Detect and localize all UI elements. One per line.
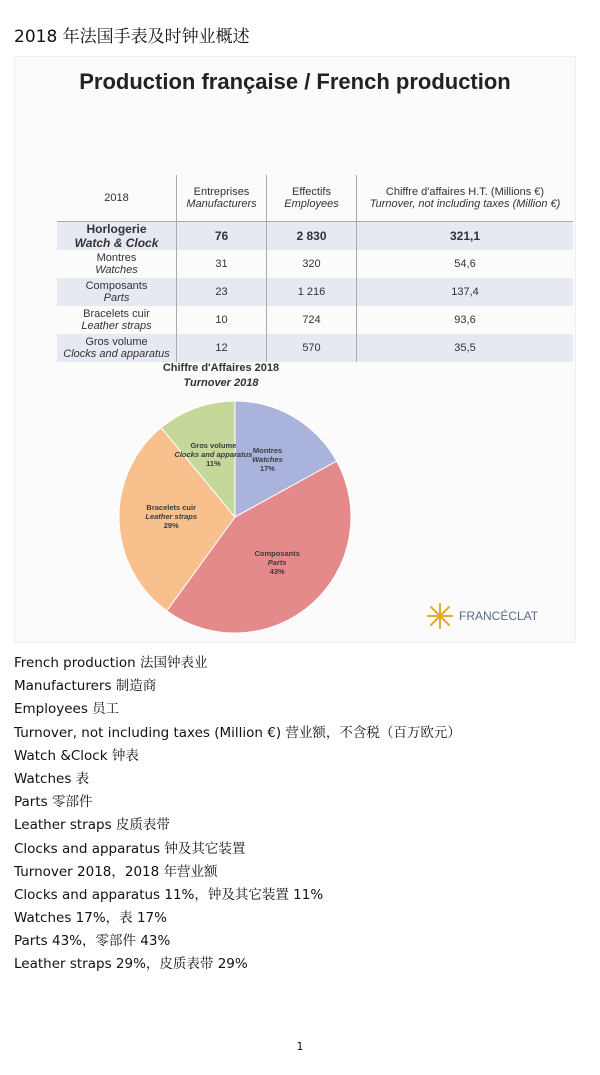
brand-name: FRANCÉCLAT	[459, 609, 539, 623]
header-year: 2018	[104, 191, 129, 204]
translation-line: Employees 员工	[14, 701, 120, 718]
translation-line: Clocks and apparatus 11%，钟及其它装置 11%	[14, 886, 324, 903]
translation-line: Parts 43%，零部件 43%	[14, 933, 171, 950]
slice-label: 29%	[163, 521, 179, 531]
slice-label: Montres	[252, 446, 283, 456]
translation-line: Turnover 2018，2018 年营业额	[14, 863, 218, 880]
translation-line: Parts 零部件	[14, 794, 93, 811]
header-manufacturers: Entreprises Manufacturers	[177, 175, 267, 221]
translation-line: Manufacturers 制造商	[14, 678, 157, 695]
slice-label: 11%	[206, 458, 221, 468]
table-row: Composants Parts 23 1 216 137,4	[57, 278, 573, 306]
production-table	[57, 175, 573, 362]
scanned-figure	[14, 56, 576, 643]
table-row: Horlogerie Watch & Clock 76 2 830 321,1	[57, 221, 573, 250]
chart-title: Chiffre d'Affaires 2018	[162, 362, 280, 374]
document-title: 2018 年法国手表及时钟业概述	[14, 27, 250, 47]
table-header-row	[57, 175, 573, 221]
production-title: Production française / French production	[79, 69, 511, 94]
header-turnover: Chiffre d'affaires H.T. (Millions €) Turnover, not including taxes (Million €)	[357, 175, 574, 221]
translation-list	[14, 652, 461, 977]
page-number: 1	[296, 1040, 304, 1053]
translation-line: Leather straps 29%，皮质表带 29%	[14, 956, 248, 973]
slice-label: Bracelets cuir	[146, 503, 197, 513]
translation-line: Watches 表	[14, 770, 90, 787]
slice-label: Leather straps	[145, 512, 198, 522]
star-burst-icon	[425, 601, 455, 631]
table-row: Montres Watches 31 320 54,6	[57, 250, 573, 278]
slice-label: Clocks and apparatus	[174, 449, 253, 459]
francéclat-logo	[425, 601, 538, 631]
translation-line: Turnover, not including taxes (Million €) 营业额，不含税（百万欧元）	[14, 724, 461, 741]
slice-label: Watches	[252, 455, 283, 465]
slice-label: Parts	[267, 557, 287, 567]
header-employees: Effectifs Employees	[267, 175, 357, 221]
turnover-pie-chart	[15, 357, 575, 642]
table-row: Gros volume Clocks and apparatus 12 570 35,5	[57, 334, 573, 362]
translation-line: Leather straps 皮质表带	[14, 817, 170, 834]
translation-line: French production 法国钟表业	[14, 655, 208, 671]
table-row: Bracelets cuir Leather straps 10 724 93,6	[57, 306, 573, 334]
chart-subtitle: Turnover 2018	[183, 377, 259, 389]
slice-label: Gros volume	[190, 440, 237, 450]
translation-line: Watch &Clock 钟表	[14, 747, 139, 764]
translation-line: Clocks and apparatus 钟及其它装置	[14, 840, 246, 857]
slice-label: Composants	[254, 548, 300, 558]
slice-label: 17%	[259, 464, 275, 474]
slice-label: 43%	[269, 566, 285, 576]
pie-chart-area	[15, 357, 575, 642]
translation-line: Watches 17%，表 17%	[14, 910, 167, 927]
